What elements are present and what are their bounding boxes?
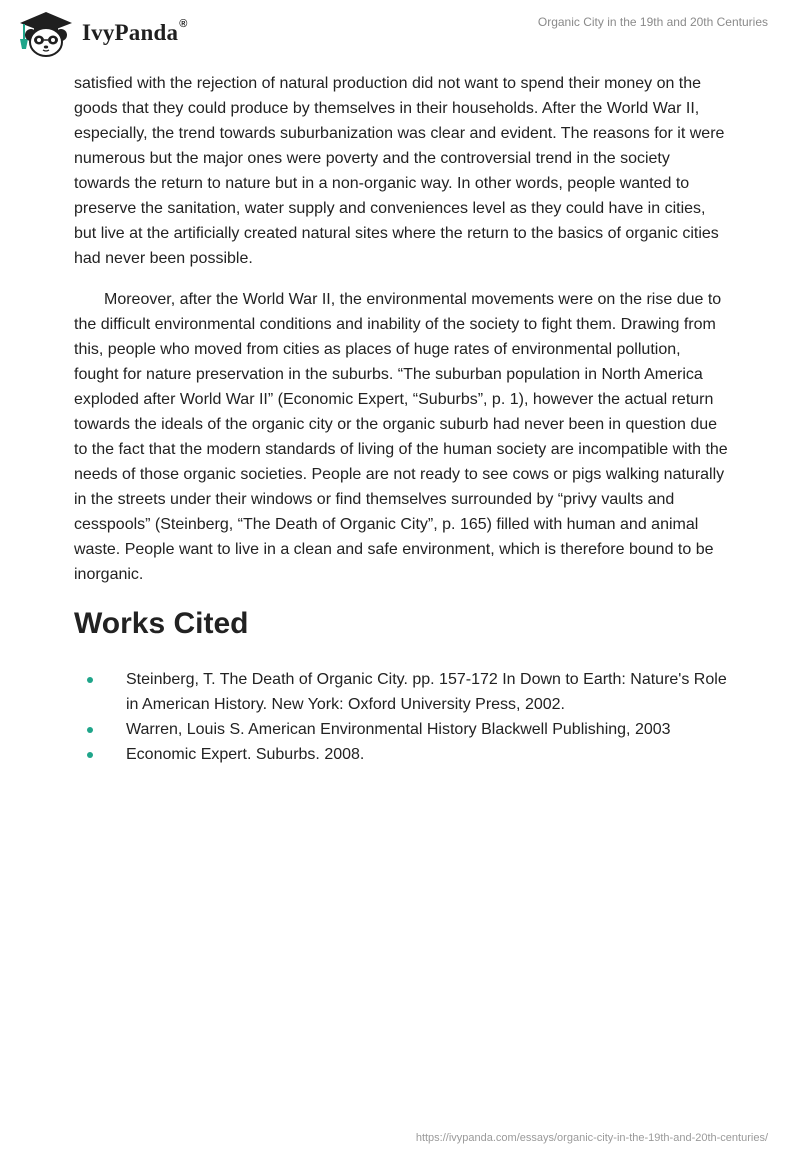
list-item [74, 717, 728, 742]
citation-text: Steinberg, T. The Death of Organic City. pp. 157-172 In Down to Earth: Nature's Role in American History. New York: Oxford University Press, 2002. [126, 671, 727, 713]
panda-graduate-icon [16, 9, 76, 57]
page-url[interactable]: https://ivypanda.com/essays/organic-city-in-the-19th-and-20th-centuries/ [415, 1132, 768, 1144]
registered-mark: ® [179, 18, 188, 30]
body-paragraph: satisfied with the rejection of natural production did not want to spend their money on the goods that they could produce by themselves in their households. After the World War II, especially, the trend towards suburbanization was clear and evident. The reasons for it were numerous but the major ones were poverty and the controversial trend in the society towards the return to nature but in a non-organic way. In other words, people wanted to preserve the sanitation, water supply and conveniences level as they could have in cities, but live at the artificially created natural sites where the return to the basics of organic cities had never been possible. [74, 75, 725, 267]
bullet-icon [87, 752, 93, 758]
citation-text: Economic Expert. Suburbs. 2008. [126, 746, 365, 763]
list-item [74, 742, 728, 767]
works-cited-heading: Works Cited [74, 607, 249, 640]
list-item [74, 667, 728, 717]
brand-logo[interactable] [16, 9, 188, 57]
bullet-icon [87, 727, 93, 733]
body-paragraph: Moreover, after the World War II, the environmental movements were on the rise due to the difficult environmental conditions and inability of the society to fight them. Drawing from this, people who moved from cities as places of huge rates of environmental pollution, fought for nature preservation in the suburbs. “The suburban population in North America exploded after World War II” (Economic Expert, “Suburbs”, p. 1), however the actual return towards the ideals of the organic city or the organic suburb had never been in question due to the fact that the modern standards of living of the human society are incompatible with the needs of those organic societies. People are not ready to see cows or pigs walking naturally in the streets under their windows or find themselves surrounded by “privy vaults and cesspools” (Steinberg, “The Death of Organic City”, p. 165) filled with human and animal waste. People want to live in a clean and safe environment, which is therefore bound to be inorganic. [74, 291, 728, 583]
page-header [0, 0, 800, 64]
works-cited-list [74, 667, 728, 767]
citation-text: Warren, Louis S. American Environmental History Blackwell Publishing, 2003 [126, 721, 671, 738]
essay-content [74, 71, 728, 767]
bullet-icon [87, 677, 93, 683]
brand-name: IvyPanda® [82, 18, 188, 45]
document-title: Organic City in the 19th and 20th Centuries [537, 15, 768, 29]
